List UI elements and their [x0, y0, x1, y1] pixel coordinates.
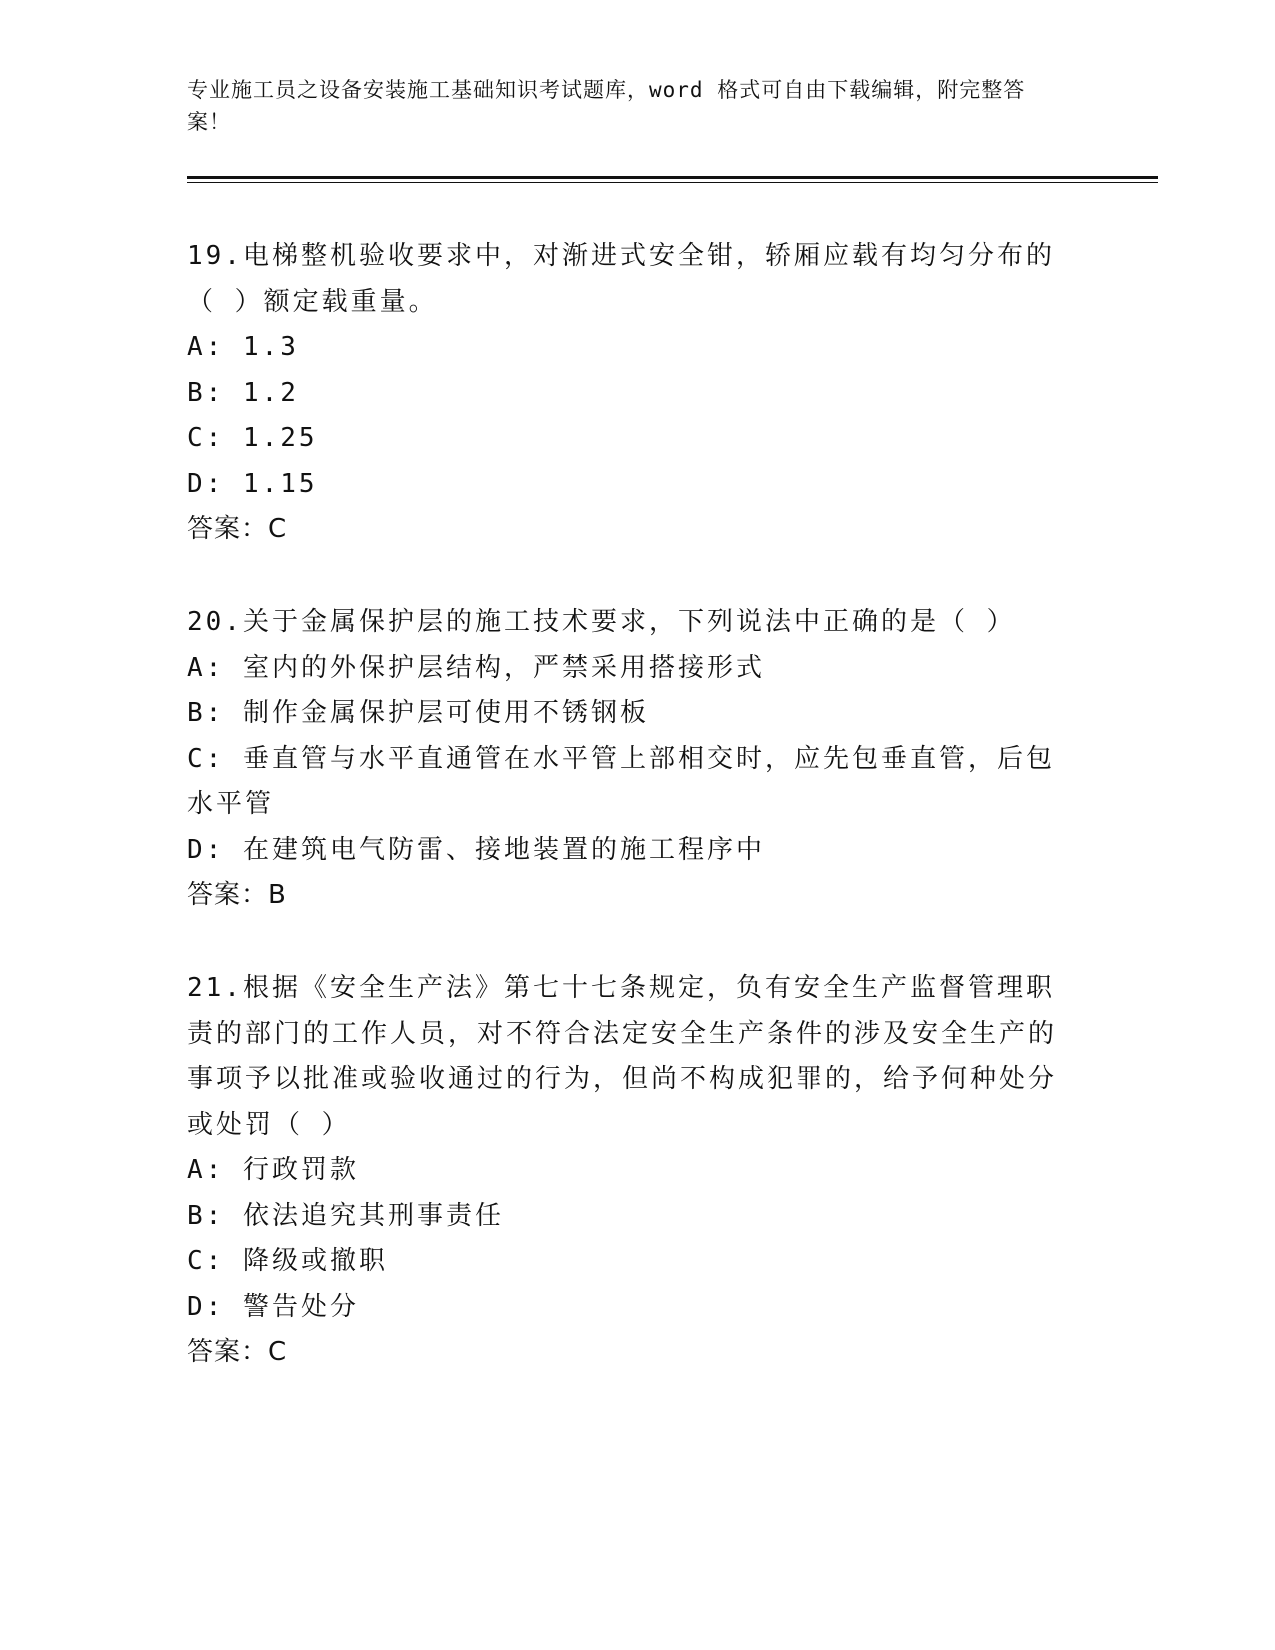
answer: 答案：C: [187, 514, 288, 544]
option-c: C: 降级或撤职: [187, 1246, 388, 1276]
option-b: B: 依法追究其刑事责任: [187, 1200, 504, 1231]
option-d: D: 在建筑电气防雷、接地装置的施工程序中: [187, 834, 765, 865]
header-divider-thick: [187, 176, 1158, 179]
option-b: B: 1.2: [187, 377, 299, 408]
option-c: C: 垂直管与水平直通管在水平管上部相交时，应先包垂直管，后包水平管: [187, 743, 1055, 819]
question-text: 19.电梯整机验收要求中，对渐进式安全钳，轿厢应载有均匀分布的（ ）额定载重量。: [187, 241, 1055, 317]
option-a: A: 行政罚款: [187, 1155, 359, 1185]
option-d: D: 警告处分: [187, 1291, 359, 1322]
question-text: 20.关于金属保护层的施工技术要求，下列说法中正确的是（ ）: [187, 607, 1016, 637]
answer: 答案：B: [187, 880, 287, 910]
option-b: B: 制作金属保护层可使用不锈钢板: [187, 698, 649, 728]
question-text: 21.根据《安全生产法》第七十七条规定，负有安全生产监督管理职责的部门的工作人员，对不符合法定安全生产条件的涉及安全生产的事项予以批准或验收通过的行为，但尚不构成犯罪的，给予何种处分或处罚（ ）: [187, 973, 1058, 1140]
option-d: D: 1.15: [187, 468, 318, 499]
answer: 答案：C: [187, 1337, 288, 1367]
option-c: C: 1.25: [187, 423, 318, 453]
question-21: [187, 966, 1077, 1376]
header-divider-thin: [187, 182, 1158, 183]
option-a: A: 室内的外保护层结构，严禁采用搭接形式: [187, 652, 765, 683]
question-19: [187, 234, 1077, 553]
document-header: 专业施工员之设备安装施工基础知识考试题库，word 格式可自由下载编辑，附完整答案！: [187, 78, 1026, 134]
option-a: A: 1.3: [187, 332, 299, 362]
question-20: [187, 600, 1077, 919]
